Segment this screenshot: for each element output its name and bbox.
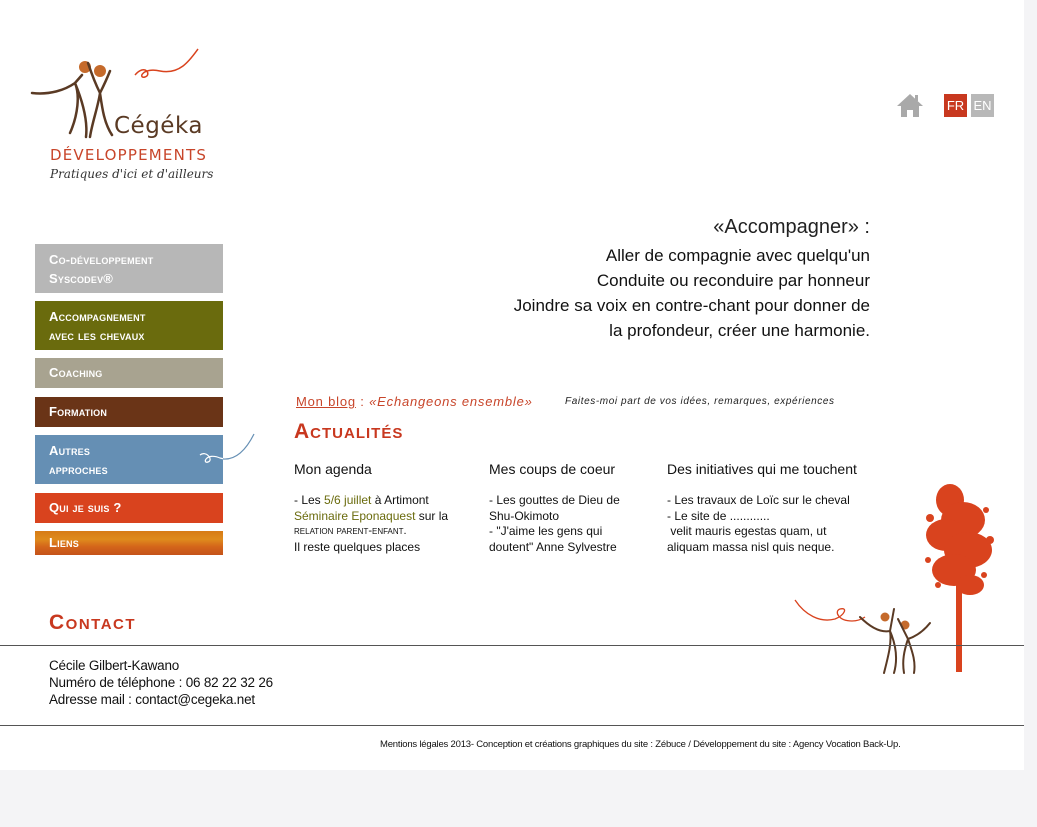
footer-legal[interactable]: Mentions légales 2013- Conception et créations graphiques du site : Zébuce / Développement du site : Agency Vocation Back-Up. <box>380 739 901 750</box>
nav-label <box>49 307 146 345</box>
nav-label: Qui je suis ? <box>49 500 122 515</box>
nav-label-line: Co-développement <box>49 252 154 267</box>
divider <box>0 725 1024 726</box>
initiatives-column <box>667 461 877 555</box>
quote-line: la profondeur, créer une harmonie. <box>609 321 870 340</box>
agenda-column <box>294 461 474 555</box>
nav-label-line: Syscodev® <box>49 271 114 286</box>
coeur-line: - "J'aime les gens qui <box>489 524 603 539</box>
coeur-line: doutent" Anne Sylvestre <box>489 539 617 554</box>
nav-accompagnement-chevaux[interactable] <box>35 301 223 350</box>
contact-title: Contact <box>49 611 137 634</box>
contact-details <box>49 657 273 708</box>
quote-line: Joindre sa voix en contre-chant pour donner de <box>513 296 870 315</box>
agenda-line <box>294 493 474 509</box>
blog-note: Faites-moi part de vos idées, remarques, expériences <box>565 396 835 407</box>
figures-decoration-icon <box>790 595 950 680</box>
nav-label: Coaching <box>49 365 103 380</box>
blog-separator: : <box>355 394 370 409</box>
coeur-line: Shu-Okimoto <box>489 508 560 523</box>
blog-line <box>296 394 533 409</box>
actualites-title: Actualités <box>294 420 404 443</box>
contact-name: Cécile Gilbert-Kawano <box>49 658 180 673</box>
lang-fr-button[interactable]: FR <box>944 94 967 117</box>
brand-subtitle: DÉVELOPPEMENTS <box>50 146 208 164</box>
nav-qui-je-suis[interactable] <box>35 493 223 523</box>
quote-line: Aller de compagnie avec quelqu'un <box>605 246 870 265</box>
column-heading: Des initiatives qui me touchent <box>667 461 857 477</box>
text: - Les <box>294 493 325 507</box>
nav-formation[interactable] <box>35 397 223 427</box>
contact-phone: Numéro de téléphone : 06 82 22 32 26 <box>49 675 273 690</box>
text: à Artimont <box>371 493 429 507</box>
initiative-line: - Les travaux de Loïc sur le cheval <box>667 493 850 507</box>
agenda-line: relation parent-enfant. <box>294 525 407 538</box>
nav-label <box>49 441 108 479</box>
swirl-decoration-icon <box>198 430 258 465</box>
nav-label-line: avec les chevaux <box>49 328 145 343</box>
agenda-date-link[interactable]: 5/6 juillet <box>324 493 372 507</box>
nav-label-line: Autres <box>49 443 91 458</box>
agenda-line <box>294 509 474 525</box>
nav-liens[interactable] <box>35 531 223 555</box>
seminaire-link[interactable]: Séminaire Eponaquest <box>294 508 416 523</box>
nav-label-line: approches <box>49 462 108 477</box>
nav-label: Liens <box>49 535 79 550</box>
blog-title-link[interactable]: «Echangeons ensemble» <box>369 394 533 409</box>
text: sur la <box>415 508 449 523</box>
initiative-line: aliquam massa nisl quis neque. <box>667 539 835 554</box>
nav-label-line: Accompagnement <box>49 309 146 324</box>
divider <box>0 645 1024 646</box>
nav-label <box>49 250 153 288</box>
nav-label: Formation <box>49 404 108 419</box>
initiative-line: velit mauris egestas quam, ut <box>667 524 827 539</box>
initiative-line: - Le site de ............ <box>667 508 770 523</box>
quote-line: Conduite ou reconduire par honneur <box>596 271 870 290</box>
coeur-line: - Les gouttes de Dieu de <box>489 493 620 507</box>
nav-codeveloppement[interactable] <box>35 244 223 293</box>
column-heading: Mes coups de coeur <box>489 461 616 477</box>
coups-de-coeur-column <box>489 461 649 555</box>
column-heading: Mon agenda <box>294 461 372 477</box>
quote-block <box>450 216 870 343</box>
nav-coaching[interactable] <box>35 358 223 388</box>
agenda-line: Il reste quelques places <box>294 539 421 554</box>
nav-autres-approches[interactable] <box>35 435 223 484</box>
blog-link[interactable]: Mon blog <box>296 394 356 409</box>
lang-en-button[interactable]: EN <box>971 94 994 117</box>
brand-tagline: Pratiques d'ici et d'ailleurs <box>50 167 214 181</box>
brand-name: Cégéka <box>114 113 203 139</box>
contact-email[interactable]: Adresse mail : contact@cegeka.net <box>49 692 255 707</box>
brand-logo[interactable] <box>30 45 230 190</box>
quote-title: «Accompagner» : <box>713 216 870 238</box>
home-icon[interactable] <box>896 91 924 119</box>
